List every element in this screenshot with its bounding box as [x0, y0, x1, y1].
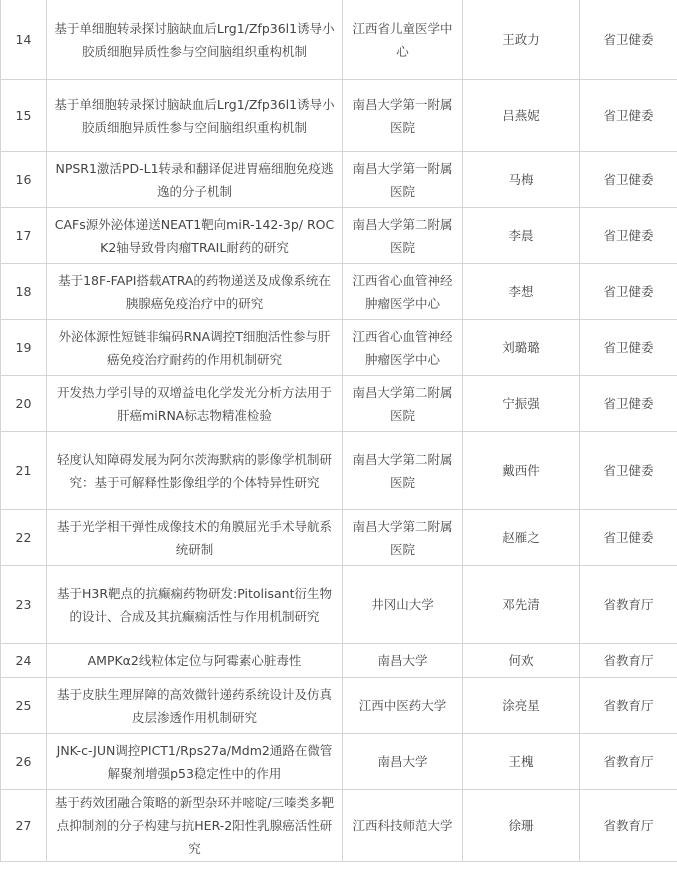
department: 省卫健委 — [580, 0, 677, 80]
table-row — [1, 734, 677, 790]
table-row — [1, 208, 677, 264]
row-number: 27 — [1, 790, 47, 862]
department: 省卫健委 — [580, 80, 677, 152]
table-row — [1, 0, 677, 80]
project-title: 外泌体源性短链非编码RNA调控T细胞活性参与肝癌免疫治疗耐药的作用机制研究 — [47, 320, 343, 376]
institution: 江西省心血管神经肿瘤医学中心 — [343, 320, 463, 376]
principal-investigator: 刘璐璐 — [463, 320, 580, 376]
department: 省卫健委 — [580, 208, 677, 264]
row-number: 26 — [1, 734, 47, 790]
row-number: 20 — [1, 376, 47, 432]
row-number: 25 — [1, 678, 47, 734]
project-title: 开发热力学引导的双增益电化学发光分析方法用于肝癌miRNA标志物精准检验 — [47, 376, 343, 432]
department: 省卫健委 — [580, 376, 677, 432]
institution: 南昌大学第二附属医院 — [343, 208, 463, 264]
table-row — [1, 790, 677, 862]
principal-investigator: 李晨 — [463, 208, 580, 264]
project-list-body — [1, 0, 677, 862]
row-number: 22 — [1, 510, 47, 566]
project-title: NPSR1激活PD-L1转录和翻译促进胃癌细胞免疫逃逸的分子机制 — [47, 152, 343, 208]
principal-investigator: 涂亮星 — [463, 678, 580, 734]
table-row — [1, 510, 677, 566]
institution: 井冈山大学 — [343, 566, 463, 644]
row-number: 19 — [1, 320, 47, 376]
table-row — [1, 432, 677, 510]
institution: 南昌大学 — [343, 734, 463, 790]
row-number: 16 — [1, 152, 47, 208]
department: 省教育厅 — [580, 644, 677, 678]
department: 省教育厅 — [580, 734, 677, 790]
row-number: 24 — [1, 644, 47, 678]
row-number: 17 — [1, 208, 47, 264]
project-title: 基于H3R靶点的抗癫痫药物研发:Pitolisant衍生物的设计、合成及其抗癫痫活性与作用机制研究 — [47, 566, 343, 644]
principal-investigator: 宁振强 — [463, 376, 580, 432]
project-title: 轻度认知障碍发展为阿尔茨海默病的影像学机制研究：基于可解释性影像组学的个体特异性研究 — [47, 432, 343, 510]
project-title: 基于单细胞转录探讨脑缺血后Lrg1/Zfp36l1诱导小胶质细胞异质性参与空间脑组织重构机制 — [47, 80, 343, 152]
table-row — [1, 376, 677, 432]
project-title: 基于皮肤生理屏障的高效微针递药系统设计及仿真皮层渗透作用机制研究 — [47, 678, 343, 734]
project-title: JNK-c-JUN调控PICT1/Rps27a/Mdm2通路在微管解聚剂增强p53稳定性中的作用 — [47, 734, 343, 790]
principal-investigator: 马梅 — [463, 152, 580, 208]
department: 省教育厅 — [580, 678, 677, 734]
institution: 江西省儿童医学中心 — [343, 0, 463, 80]
project-title: AMPKα2线粒体定位与阿霉素心脏毒性 — [47, 644, 343, 678]
row-number: 21 — [1, 432, 47, 510]
department: 省卫健委 — [580, 152, 677, 208]
table-row — [1, 152, 677, 208]
project-title: 基于单细胞转录探讨脑缺血后Lrg1/Zfp36l1诱导小胶质细胞异质性参与空间脑组织重构机制 — [47, 0, 343, 80]
institution: 南昌大学第二附属医院 — [343, 376, 463, 432]
project-title: 基于18F-FAPI搭载ATRA的药物递送及成像系统在胰腺癌免疫治疗中的研究 — [47, 264, 343, 320]
principal-investigator: 李想 — [463, 264, 580, 320]
institution: 南昌大学第一附属医院 — [343, 152, 463, 208]
principal-investigator: 王政力 — [463, 0, 580, 80]
row-number: 15 — [1, 80, 47, 152]
project-title: 基于光学相干弹性成像技术的角膜屈光手术导航系统研制 — [47, 510, 343, 566]
department: 省教育厅 — [580, 790, 677, 862]
institution: 江西科技师范大学 — [343, 790, 463, 862]
principal-investigator: 何欢 — [463, 644, 580, 678]
institution: 江西省心血管神经肿瘤医学中心 — [343, 264, 463, 320]
table-row — [1, 566, 677, 644]
project-title: CAFs源外泌体递送NEAT1靶向miR-142-3p/ ROCK2轴导致骨肉瘤TRAIL耐药的研究 — [47, 208, 343, 264]
project-title: 基于药效团融合策略的新型杂环并嘧啶/三嗪类多靶点抑制剂的分子构建与抗HER-2阳性乳腺癌活性研究 — [47, 790, 343, 862]
table-row — [1, 644, 677, 678]
department: 省教育厅 — [580, 566, 677, 644]
table-row — [1, 264, 677, 320]
table-row — [1, 320, 677, 376]
department: 省卫健委 — [580, 264, 677, 320]
principal-investigator: 吕燕妮 — [463, 80, 580, 152]
principal-investigator: 王槐 — [463, 734, 580, 790]
table-row — [1, 678, 677, 734]
institution: 南昌大学第二附属医院 — [343, 510, 463, 566]
principal-investigator: 戴西件 — [463, 432, 580, 510]
department: 省卫健委 — [580, 320, 677, 376]
institution: 江西中医药大学 — [343, 678, 463, 734]
institution: 南昌大学第二附属医院 — [343, 432, 463, 510]
principal-investigator: 邓先清 — [463, 566, 580, 644]
department: 省卫健委 — [580, 510, 677, 566]
principal-investigator: 徐珊 — [463, 790, 580, 862]
row-number: 23 — [1, 566, 47, 644]
row-number: 14 — [1, 0, 47, 80]
row-number: 18 — [1, 264, 47, 320]
table-row — [1, 80, 677, 152]
department: 省卫健委 — [580, 432, 677, 510]
institution: 南昌大学第一附属医院 — [343, 80, 463, 152]
institution: 南昌大学 — [343, 644, 463, 678]
principal-investigator: 赵雁之 — [463, 510, 580, 566]
